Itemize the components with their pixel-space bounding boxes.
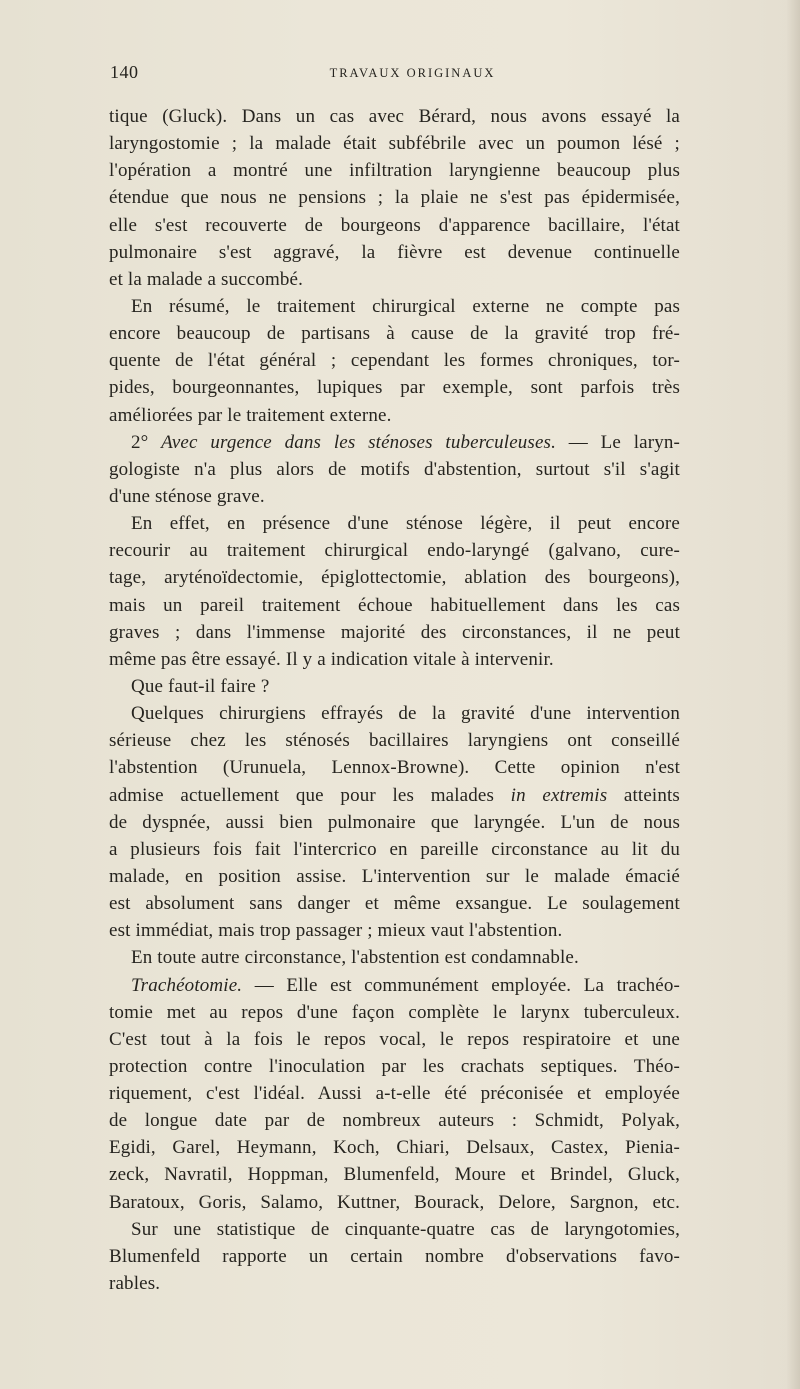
section-heading: Avec urgence dans les sténoses tuberculeuses. bbox=[161, 431, 557, 453]
text-line: laryngostomie ; la malade était subfébrile avec un poumon lésé ; bbox=[109, 133, 680, 155]
text-line: En toute autre circonstance, l'abstention est condamnable. bbox=[131, 947, 579, 969]
text-line: améliorées par le traitement externe. bbox=[109, 404, 392, 426]
text-line: même pas être essayé. Il y a indication vitale à intervenir. bbox=[109, 648, 554, 670]
text-line: de longue date par de nombreux auteurs : Schmidt, Polyak, bbox=[109, 1110, 680, 1132]
text-line: de dyspnée, aussi bien pulmonaire que laryngée. L'un de nous bbox=[109, 811, 680, 833]
text-line: étendue que nous ne pensions ; la plaie ne s'est pas épidermisée, bbox=[109, 187, 680, 209]
section-heading-line bbox=[109, 429, 680, 456]
text-line: sérieuse chez les sténosés bacillaires laryngiens ont conseillé bbox=[109, 730, 680, 752]
text-line: pulmonaire s'est aggravé, la fièvre est devenue continuelle bbox=[109, 241, 680, 263]
text-line: Baratoux, Goris, Salamo, Kuttner, Bourack, Delore, Sargnon, etc. bbox=[109, 1191, 680, 1213]
text-line: gologiste n'a plus alors de motifs d'abstention, surtout s'il s'agit bbox=[109, 458, 680, 480]
text-line: protection contre l'inoculation par les crachats septiques. Théo- bbox=[109, 1055, 680, 1077]
text-line: l'abstention (Urunuela, Lennox-Browne). Cette opinion n'est bbox=[109, 757, 680, 779]
trach-heading-line: Trachéotomie. — Elle est communément employée. La trachéo- bbox=[131, 974, 680, 996]
text-line: C'est tout à la fois le repos vocal, le repos respiratoire et une bbox=[109, 1028, 680, 1050]
text-line: encore beaucoup de partisans à cause de la gravité trop fré- bbox=[109, 323, 680, 345]
running-head: TRAVAUX ORIGINAUX bbox=[329, 66, 496, 80]
body-text bbox=[109, 103, 680, 1297]
text-line: rables. bbox=[109, 1273, 161, 1295]
text-line-in-extremis: admise actuellement que pour les malades in extremis atteints bbox=[109, 784, 680, 806]
text-line: Sur une statistique de cinquante-quatre cas de laryngotomies, bbox=[131, 1218, 680, 1240]
text-line: graves ; dans l'immense majorité des circonstances, il ne peut bbox=[109, 621, 680, 643]
text-line: est immédiat, mais trop passager ; mieux vaut l'abstention. bbox=[109, 920, 563, 942]
text-line: En résumé, le traitement chirurgical externe ne compte pas bbox=[131, 295, 680, 317]
trach-heading: Trachéotomie. bbox=[131, 974, 243, 996]
text-line: tique (Gluck). Dans un cas avec Bérard, nous avons essayé la bbox=[109, 106, 680, 127]
in-extremis-italic: in extremis bbox=[510, 784, 608, 806]
text-line: Que faut-il faire ? bbox=[131, 675, 270, 697]
text-line: est absolument sans danger et même exsangue. Le soulagement bbox=[109, 893, 680, 915]
text-line: quente de l'état général ; cependant les formes chroniques, tor- bbox=[109, 350, 680, 372]
section-heading-rest: — Le laryn- bbox=[556, 431, 680, 453]
text-line: tomie met au repos d'une façon complète le larynx tuberculeux. bbox=[109, 1001, 680, 1023]
text-line: et la malade a succombé. bbox=[109, 268, 304, 290]
text-line: En effet, en présence d'une sténose légère, il peut encore bbox=[131, 513, 680, 535]
text-line: malade, en position assise. L'intervention sur le malade émacié bbox=[109, 865, 680, 887]
text-line: elle s'est recouverte de bourgeons d'apparence bacillaire, l'état bbox=[109, 214, 680, 236]
text-line: a plusieurs fois fait l'intercrico en pareille circonstance au lit du bbox=[109, 838, 680, 860]
text-line: d'une sténose grave. bbox=[109, 485, 265, 507]
page-header bbox=[110, 62, 675, 86]
text-line: pides, bourgeonnantes, lupiques par exemple, sont parfois très bbox=[109, 377, 680, 399]
text-line: Egidi, Garel, Heymann, Koch, Chiari, Delsaux, Castex, Pienia- bbox=[109, 1137, 680, 1159]
page-number: 140 bbox=[110, 62, 139, 82]
page-edge-shadow bbox=[786, 0, 800, 1389]
text-line: zeck, Navratil, Hoppman, Blumenfeld, Moure et Brindel, Gluck, bbox=[109, 1164, 680, 1186]
section-number: 2° bbox=[131, 431, 162, 453]
text-line: tage, aryténoïdectomie, épiglottectomie, ablation des bourgeons), bbox=[109, 567, 680, 589]
text-line: l'opération a montré une infiltration laryngienne beaucoup plus bbox=[109, 160, 680, 182]
text-line: riquement, c'est l'idéal. Aussi a-t-elle été préconisée et employée bbox=[109, 1083, 680, 1105]
text-line: recourir au traitement chirurgical endo-laryngé (galvano, cure- bbox=[109, 540, 680, 562]
text-line: Blumenfeld rapporte un certain nombre d'observations favo- bbox=[109, 1245, 680, 1267]
text-line: mais un pareil traitement échoue habituellement dans les cas bbox=[109, 594, 680, 616]
text-line: Quelques chirurgiens effrayés de la gravité d'une intervention bbox=[131, 703, 680, 725]
